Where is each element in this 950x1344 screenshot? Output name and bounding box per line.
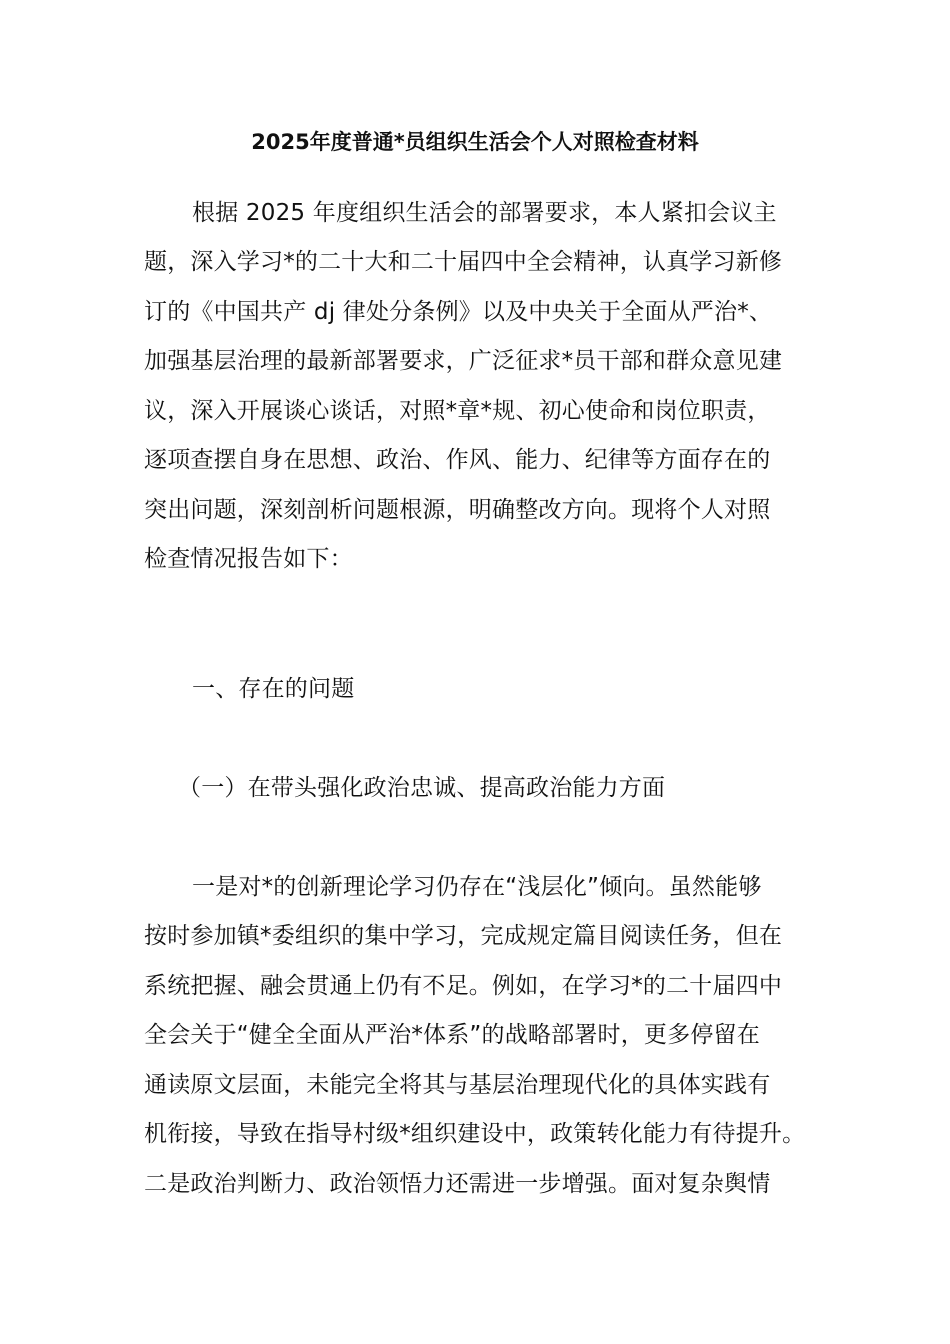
- paragraph-line: 逐项查摆自身在思想、政治、作风、能力、纪律等方面存在的: [144, 447, 771, 473]
- subsection-heading: （一）在带头强化政治忠诚、提高政治能力方面: [178, 775, 666, 801]
- paragraph-line: 订的《中国共产 dj 律处分条例》以及中央关于全面从严治*、: [144, 299, 773, 325]
- paragraph-line: 议，深入开展谈心谈话，对照*章*规、初心使命和岗位职责，: [144, 398, 771, 424]
- paragraph-line: 突出问题，深刻剖析问题根源，明确整改方向。现将个人对照: [144, 497, 771, 523]
- section-heading: 一、存在的问题: [192, 676, 355, 702]
- paragraph-line: 按时参加镇*委组织的集中学习，完成规定篇目阅读任务，但在: [144, 923, 783, 949]
- paragraph-line: 根据 2025 年度组织生活会的部署要求，本人紧扣会议主: [192, 200, 777, 226]
- paragraph-line: 检查情况报告如下：: [144, 546, 353, 572]
- paragraph-line: 题，深入学习*的二十大和二十届四中全会精神，认真学习新修: [144, 249, 783, 275]
- paragraph-line: 二是政治判断力、政治领悟力还需进一步增强。面对复杂舆情: [144, 1171, 771, 1197]
- paragraph-line: 通读原文层面，未能完全将其与基层治理现代化的具体实践有: [144, 1072, 771, 1098]
- paragraph-line: 一是对*的创新理论学习仍存在“浅层化”倾向。虽然能够: [192, 874, 762, 900]
- paragraph-line: 系统把握、融会贯通上仍有不足。例如，在学习*的二十届四中: [144, 973, 783, 999]
- document-title: 2025年度普通*员组织生活会个人对照检查材料: [251, 130, 699, 154]
- paragraph-line: 全会关于“健全全面从严治*体系”的战略部署时，更多停留在: [144, 1022, 760, 1048]
- paragraph-line: 加强基层治理的最新部署要求，广泛征求*员干部和群众意见建: [144, 348, 783, 374]
- paragraph-line: 机衔接，导致在指导村级*组织建设中，政策转化能力有待提升。: [144, 1121, 806, 1147]
